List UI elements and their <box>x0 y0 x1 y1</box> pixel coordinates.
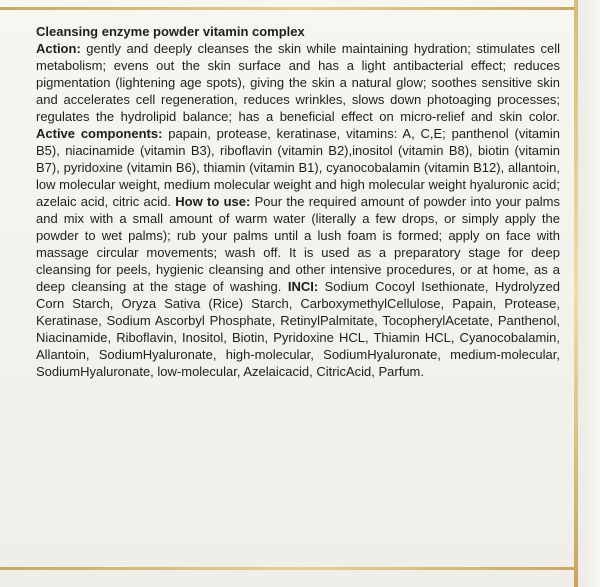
label-body <box>36 40 560 380</box>
label-edge <box>578 0 600 587</box>
how-to-use-text: Pour the required amount of powder into your palms and mix with a small amount of warm water (literally a few drops, or simply apply the powder to wet palms); rub your palms until a lush foam is formed; apply on face with massage circular movements; wash off. It is used as a preparatory stage for deep cleansing for peels, hygienic cleansing and other intensive procedures, or at home, as a deep cleansing at the stage of washing. <box>36 194 560 294</box>
gold-trim-bottom <box>0 567 600 570</box>
label-text-block <box>36 23 560 380</box>
action-heading: Action: <box>36 41 81 56</box>
gold-trim-top <box>0 7 600 10</box>
how-to-use-heading: How to use: <box>175 194 251 209</box>
product-title: Cleansing enzyme powder vitamin complex <box>36 24 305 39</box>
action-text: gently and deeply cleanses the skin while maintaining hydration; stimulates cell metabolism; evens out the skin surface and has a light antibacterial effect; reduces pigmentation (lightening age spots), giving the skin a natural glow; soothes sensitive skin and accelerates cell regeneration, reduces wrinkles, slows down photoaging processes; regulates the hydrolipid balance; has a beneficial effect on micro-relief and skin color. <box>36 41 560 124</box>
inci-heading: INCI: <box>287 279 319 294</box>
inci-text: Sodium Cocoyl Isethionate, Hydrolyzed Corn Starch, Oryza Sativa (Rice) Starch, CarboxymethylCellulose, Papain, Protease, Keratinase, Sodium Ascorbyl Phosphate, RetinylPalmitate, TocopherylAcetate, Panthenol, Niacinamide, Riboflavin, Inositol, Biotin, Pyridoxine HCL, Thiamin HCL, Cyanocobalamin, Allantoin, SodiumHyaluronate, high-molecular, SodiumHyaluronate, medium-molecular, SodiumHyaluronate, low-molecular, Azelaicacid, CitricAcid, Parfum. <box>36 279 560 379</box>
active-components-heading: Active components: <box>36 126 163 141</box>
active-components-text: papain, protease, keratinase, vitamins: A, C,E; panthenol (vitamin B5), niacinamide (vitamin B3), riboflavin (vitamin B2),inositol (vitamin B8), biotin (vitamin B7), pyridoxine (vitamin B6), thiamin (vitamin B1), cyanocobalamin (vitamin B12), allantoin, low molecular weight, medium molecular weight and high molecular weight hyaluronic acid; azelaic acid, citric acid. <box>36 126 561 209</box>
